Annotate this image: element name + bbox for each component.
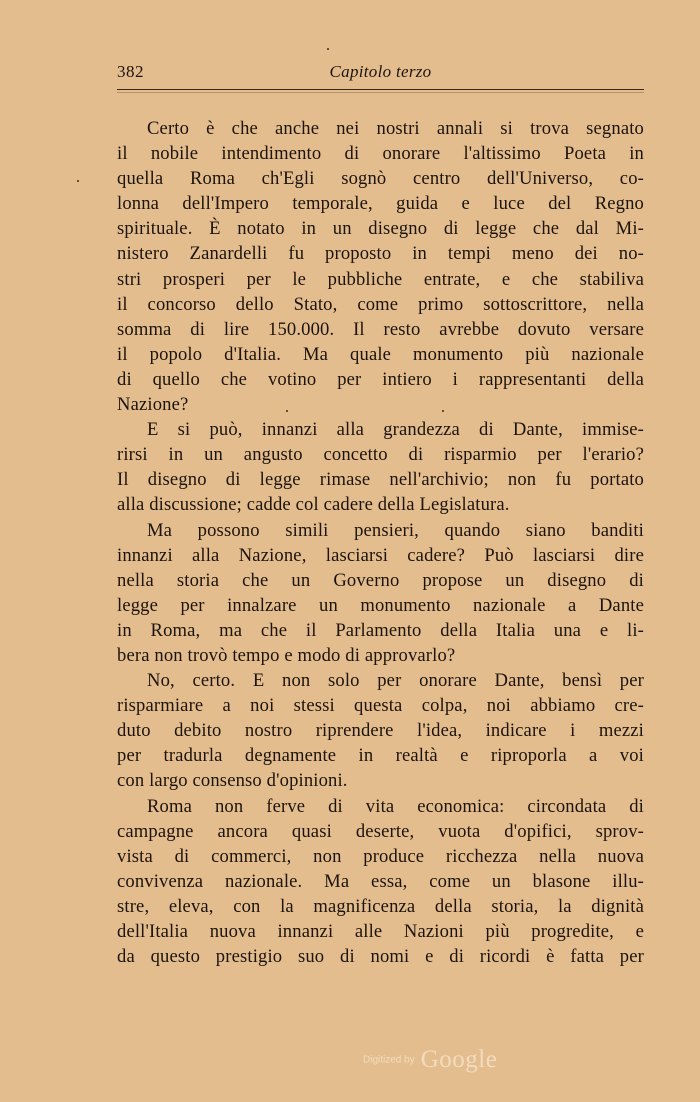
text-line: risparmiare a noi stessi questa colpa, noi abbiamo cre- xyxy=(117,695,644,717)
text-line: somma di lire 150.000. Il resto avrebbe dovuto versare xyxy=(117,318,644,340)
text-line: spirituale. È notato in un disegno di legge che dal Mi- xyxy=(117,218,644,240)
header-rule-shadow xyxy=(117,92,644,93)
text-line: quella Roma ch'Egli sognò centro dell'Universo, co- xyxy=(117,168,644,190)
text-line: il nobile intendimento di onorare l'altissimo Poeta in xyxy=(117,143,644,165)
text-line: nistero Zanardelli fu proposto in tempi meno dei no- xyxy=(117,243,644,265)
page-header xyxy=(117,60,644,88)
scan-speck xyxy=(327,48,329,50)
text-line: stri prosperi per le pubbliche entrate, e che stabiliva xyxy=(117,268,644,290)
text-line: in Roma, ma che il Parlamento della Italia una e li- xyxy=(117,619,644,641)
text-line: E si può, innanzi alla grandezza di Dante, immise- xyxy=(147,419,644,441)
text-line: di quello che votino per intiero i rappresentanti della xyxy=(117,368,644,390)
text-line: Roma non ferve di vita economica: circondata di xyxy=(147,795,644,817)
text-line: con largo consenso d'opinioni. xyxy=(117,770,348,792)
text-line: duto debito nostro riprendere l'idea, indicare i mezzi xyxy=(117,720,644,742)
text-line: bera non trovò tempo e modo di approvarlo? xyxy=(117,644,456,666)
page-number: 382 xyxy=(117,62,144,81)
text-line: per tradurla degnamente in realtà e riproporla a voi xyxy=(117,745,644,767)
text-line: innanzi alla Nazione, lasciarsi cadere? Può lasciarsi dire xyxy=(117,544,644,566)
watermark-prefix: Digitized by xyxy=(363,1054,415,1066)
text-line: convivenza nazionale. Ma essa, come un blasone illu- xyxy=(117,870,644,892)
text-line: Nazione? xyxy=(117,394,189,416)
scan-speck xyxy=(77,180,79,182)
text-line: Il disegno di legge rimase nell'archivio; non fu portato xyxy=(117,469,644,491)
text-line: lonna dell'Impero temporale, guida e luce del Regno xyxy=(117,193,644,215)
digitized-watermark xyxy=(363,1046,523,1080)
text-line: Certo è che anche nei nostri annali si trova segnato xyxy=(147,118,644,139)
google-logo: Google xyxy=(420,1046,498,1073)
text-line: Ma possono simili pensieri, quando siano banditi xyxy=(147,519,644,541)
text-line: il popolo d'Italia. Ma quale monumento più nazionale xyxy=(117,343,644,365)
text-line: No, certo. E non solo per onorare Dante, bensì per xyxy=(147,670,644,692)
text-line: nella storia che un Governo propose un disegno di xyxy=(117,569,644,591)
text-line: dell'Italia nuova innanzi alle Nazioni più progredite, e xyxy=(117,921,644,942)
text-line: da questo prestigio suo di nomi e di ricordi è fatta per xyxy=(117,946,644,968)
header-rule xyxy=(117,89,644,90)
text-line: campagne ancora quasi deserte, vuota d'opifici, sprov- xyxy=(117,820,644,842)
text-line: vista di commerci, non produce ricchezza nella nuova xyxy=(117,845,644,867)
text-line: rirsi in un angusto concetto di risparmio per l'erario? xyxy=(117,444,644,466)
text-line: legge per innalzare un monumento nazionale a Dante xyxy=(117,594,644,616)
running-head: Capitolo terzo xyxy=(329,62,432,81)
text-line: il concorso dello Stato, come primo sottoscrittore, nella xyxy=(117,293,644,315)
text-line: alla discussione; cadde col cadere della Legislatura. xyxy=(117,494,510,516)
body-text xyxy=(117,116,644,969)
text-line: stre, eleva, con la magnificenza della storia, la dignità xyxy=(117,895,644,917)
